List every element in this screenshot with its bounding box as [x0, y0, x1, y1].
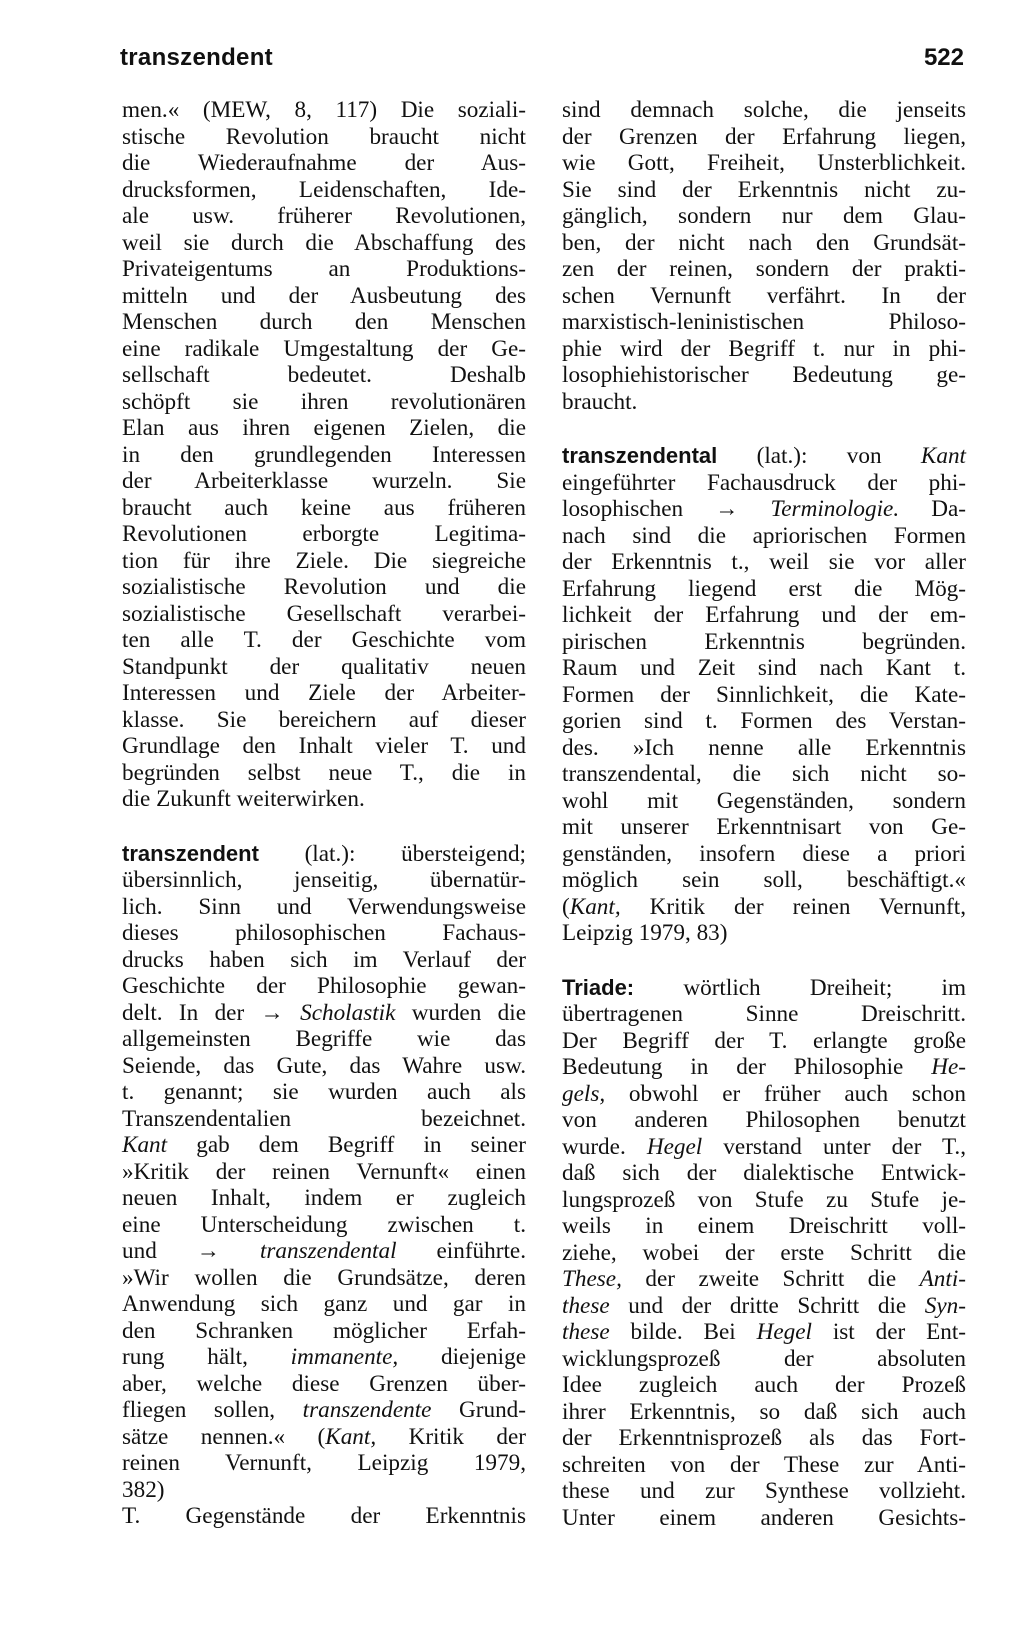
text-line: Elan aus ihren eigenen Zielen, die [122, 415, 526, 441]
text-line: wurde. Hegel verstand unter der T., [562, 1133, 967, 1160]
text-line: begründen selbst neue T., die in [122, 759, 526, 786]
text-line: die Zukunft weiterwirken. [122, 786, 365, 812]
text-line: delt. In der → Scholastik wurden die [122, 999, 526, 1026]
text-line: reinen Vernunft, Leipzig 1979, [122, 1450, 526, 1476]
text-line: These, der zweite Schritt die Anti- [562, 1266, 966, 1292]
text-line: lungsprozeß von Stufe zu Stufe je- [562, 1186, 966, 1213]
text-line: these bilde. Bei Hegel ist der Ent- [562, 1319, 966, 1345]
text-line: fliegen sollen, transzendente Grund- [122, 1397, 526, 1423]
text-line: wicklungsprozeß der absoluten [562, 1345, 966, 1372]
text-line: transzendental, die sich nicht so- [562, 761, 966, 787]
text-line: T. Gegenstände der Erkenntnis [122, 1503, 526, 1529]
text-line: Raum und Zeit sind nach Kant t. [562, 655, 966, 681]
italic-name: Kant [122, 1132, 168, 1158]
text-line: in den grundlegenden Interessen [122, 441, 526, 468]
text-line: übersinnlich, jenseitig, übernatür- [122, 867, 526, 893]
text-line: daß sich der dialektische Entwick- [562, 1160, 966, 1186]
text-line: mit unserer Erkenntnisart von Ge- [562, 814, 966, 840]
cross-reference: transzendental [259, 1238, 397, 1264]
text-line: stische Revolution braucht nicht [122, 123, 526, 150]
text-line: losophiehistorischer Bedeutung ge- [562, 362, 966, 388]
entry-headword: transzendent [122, 840, 259, 866]
text-line: eine Unterscheidung zwischen t. [122, 1211, 526, 1238]
text-line: Kant gab dem Begriff in seiner [122, 1132, 526, 1158]
text-line: ten alle T. der Geschichte vom [122, 627, 526, 653]
text-line: der Erkenntnisprozeß als das Fort- [562, 1425, 966, 1451]
text-line: weils in einem Dreischritt voll- [562, 1213, 966, 1239]
text-line: nach sind die apriorischen Formen [562, 522, 966, 549]
text-line: aber, welche diese Grenzen über- [122, 1370, 526, 1397]
text-line: von anderen Philosophen benutzt [562, 1107, 966, 1133]
text-line: und → transzendental einführte. [122, 1238, 526, 1264]
text-line: Leipzig 1979, 83) [562, 920, 728, 946]
text-line: Interessen und Ziele der Arbeiter- [122, 680, 526, 706]
text-line: Triade: wörtlich Dreiheit; im [562, 974, 966, 1001]
text-line: 382) [122, 1476, 165, 1503]
text-line: Menschen durch den Menschen [122, 309, 526, 335]
text-line: ihrer Erkenntnis, so daß sich auch [562, 1398, 966, 1425]
text-line: schen Vernunft verfährt. In der [562, 282, 966, 309]
text-line: gels, obwohl er früher auch schon [562, 1080, 966, 1107]
entry-headword: Triade: [562, 974, 635, 1000]
text-line: Der Begriff der T. erlangte große [562, 1027, 966, 1054]
continuation-paragraph [122, 97, 526, 813]
text-line: braucht auch keine aus früheren [122, 494, 526, 521]
text-line: drucksformen, Leidenschaften, Ide- [122, 176, 526, 203]
text-line: mitteln und der Ausbeutung des [122, 282, 526, 309]
text-line: (Kant, Kritik der reinen Vernunft, [562, 893, 966, 920]
text-line: sozialistische Gesellschaft verarbei- [122, 600, 526, 627]
text-line: »Wir wollen die Grundsätze, deren [122, 1264, 526, 1291]
entry-triade [562, 975, 966, 1532]
text-line: möglich sein soll, beschäftigt.« [562, 867, 966, 893]
text-line: drucks haben sich im Verlauf der [122, 946, 526, 973]
text-line: sozialistische Revolution und die [122, 574, 526, 600]
text-line: Grundlage den Inhalt vieler T. und [122, 733, 526, 759]
text-line: die Wiederaufnahme der Aus- [122, 150, 526, 176]
text-line: Geschichte der Philosophie gewan- [122, 973, 526, 999]
cross-reference: Terminologie. [770, 496, 900, 522]
text-line: transzendent (lat.): übersteigend; [122, 840, 526, 867]
text-line: pirischen Erkenntnis begründen. [562, 628, 966, 655]
text-line: neuen Inhalt, indem er zugleich [122, 1185, 526, 1211]
text-line: Sie sind der Erkenntnis nicht zu- [562, 176, 966, 203]
text-line: t. genannt; sie wurden auch als [122, 1079, 526, 1105]
text-line: men.« (MEW, 8, 117) Die soziali- [122, 97, 526, 123]
text-line: lich. Sinn und Verwendungsweise [122, 893, 526, 920]
text-line: lichkeit der Erfahrung und der em- [562, 602, 966, 628]
running-head: transzendent [120, 44, 273, 71]
text-line: these und zur Synthese vollzieht. [562, 1478, 966, 1504]
text-line: sind demnach solche, die jenseits [562, 97, 966, 123]
text-line: Revolutionen erborgte Legitima- [122, 521, 526, 547]
text-line: Idee zugleich auch der Prozeß [562, 1372, 966, 1398]
entry-headword: transzendental [562, 443, 718, 468]
text-line: zen der reinen, sondern der prakti- [562, 256, 966, 282]
text-line: des. »Ich nenne alle Erkenntnis [562, 734, 966, 761]
text-line: dieses philosophischen Fachaus- [122, 920, 526, 946]
left-column [122, 97, 526, 1530]
text-line: ale usw. früherer Revolutionen, [122, 203, 526, 229]
text-line: weil sie durch die Abschaffung des [122, 229, 526, 256]
text-line: der Grenzen der Erfahrung liegen, [562, 123, 966, 150]
text-line: Anwendung sich ganz und gar in [122, 1291, 526, 1317]
text-line: ben, der nicht nach den Grundsät- [562, 229, 966, 256]
text-line: sätze nennen.« (Kant, Kritik der [122, 1423, 526, 1450]
text-line: braucht. [562, 388, 638, 415]
text-line: losophischen → Terminologie. Da- [562, 496, 966, 522]
text-line: Standpunkt der qualitativ neuen [122, 653, 526, 680]
text-line: gänglich, sondern nur dem Glau- [562, 203, 966, 229]
italic-name: Kant [920, 443, 966, 469]
text-line: eingeführter Fachausdruck der phi- [562, 469, 966, 496]
text-line: sellschaft bedeutet. Deshalb [122, 362, 526, 388]
text-line: genständen, insofern diese a priori [562, 840, 966, 867]
text-line: these und der dritte Schritt die Syn- [562, 1292, 966, 1319]
text-line: klasse. Sie bereichern auf dieser [122, 706, 526, 733]
text-line: tion für ihre Ziele. Die siegreiche [122, 547, 526, 574]
text-line: wohl mit Gegenständen, sondern [562, 787, 966, 814]
page-number: 522 [923, 44, 964, 71]
text-line: schreiten von der These zur Anti- [562, 1451, 966, 1478]
text-line: übertragenen Sinne Dreischritt. [562, 1001, 966, 1027]
continuation-paragraph [562, 97, 966, 415]
text-line: rung hält, immanente, diejenige [122, 1344, 526, 1370]
text-line: der Erkenntnis t., weil sie vor aller [562, 549, 966, 575]
text-line: Bedeutung in der Philosophie He- [562, 1054, 966, 1080]
text-line: schöpft sie ihren revolutionären [122, 388, 526, 415]
text-line: ziehe, wobei der erste Schritt die [562, 1239, 966, 1266]
text-line: marxistisch-leninistischen Philoso- [562, 309, 966, 335]
right-column [562, 97, 966, 1531]
entry-transzendent [122, 841, 526, 1530]
text-line: phie wird der Begriff t. nur in phi- [562, 335, 966, 362]
text-line: der Arbeiterklasse wurzeln. Sie [122, 468, 526, 494]
text-line: transzendental (lat.): von Kant [562, 443, 966, 469]
text-line: Unter einem anderen Gesichts- [562, 1504, 966, 1531]
text-line: Formen der Sinnlichkeit, die Kate- [562, 681, 966, 708]
cross-reference: Scholastik [300, 999, 396, 1026]
text-line: wie Gott, Freiheit, Unsterblichkeit. [562, 150, 966, 176]
text-line: Seiende, das Gute, das Wahre usw. [122, 1052, 526, 1079]
text-line: »Kritik der reinen Vernunft« einen [122, 1158, 526, 1185]
text-line: Erfahrung liegend erst die Mög- [562, 575, 966, 602]
text-line: allgemeinsten Begriffe wie das [122, 1026, 526, 1052]
text-line: gorien sind t. Formen des Verstan- [562, 708, 966, 734]
text-line: Privateigentums an Produktions- [122, 256, 526, 282]
text-line: Transzendentalien bezeichnet. [122, 1105, 526, 1132]
text-line: den Schranken möglicher Erfah- [122, 1317, 526, 1344]
entry-transzendental [562, 443, 966, 947]
text-line: eine radikale Umgestaltung der Ge- [122, 335, 526, 362]
